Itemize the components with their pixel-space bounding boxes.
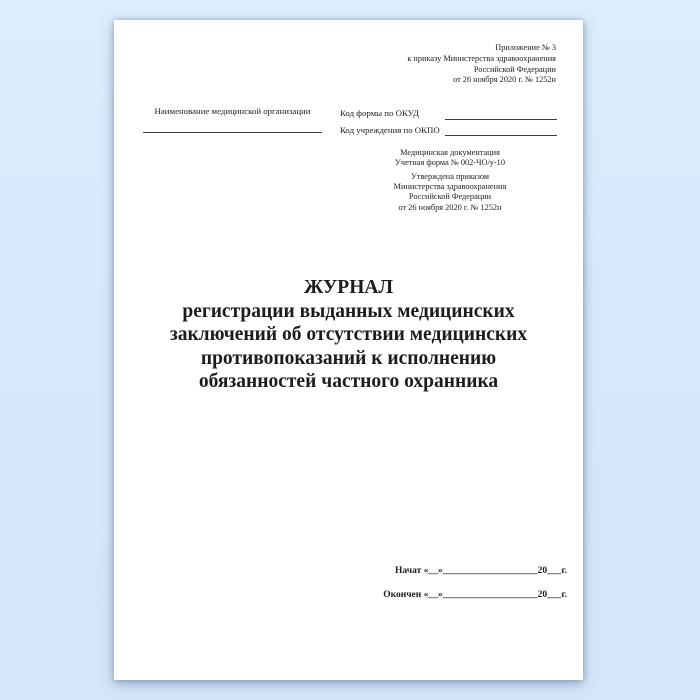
journal-dates <box>383 565 567 601</box>
document-page <box>114 20 583 680</box>
title-line: заключений об отсутствии медицинских <box>169 324 528 345</box>
org-name-label: Наименование медицинской организации <box>154 106 311 116</box>
form-number-block <box>350 148 550 168</box>
appendix-line: Приложение № 3 <box>495 43 556 52</box>
title-line: ЖУРНАЛ <box>303 277 393 298</box>
title-line: обязанностей частного охранника <box>198 371 499 392</box>
meddoc-line: Медицинская документация <box>400 148 500 157</box>
appendix-line: к приказу Министерства здравоохранения <box>407 53 556 63</box>
title-line: регистрации выданных медицинских <box>182 300 515 322</box>
okpo-code-label: Код учреждения по ОКПО <box>340 125 440 135</box>
approval-line: Утверждена приказом <box>410 171 490 181</box>
approval-line: Министерства здравоохранения <box>393 182 507 192</box>
medical-documentation-note <box>350 148 550 213</box>
org-name-input-line[interactable] <box>143 132 322 137</box>
approval-line: Российской Федерации <box>408 192 492 202</box>
appendix-note <box>407 43 556 86</box>
okpo-code-input-line[interactable] <box>445 135 557 140</box>
okud-code-label: Код формы по ОКУД <box>340 108 419 118</box>
approval-line: от 26 ноября 2020 г. № 1252н <box>398 202 502 212</box>
date-ended-line: Окончен «__»____________________20___г. <box>383 590 567 600</box>
meddoc-line: Учетная форма № 002-ЧО/у-10 <box>395 158 505 168</box>
date-started-line: Начат «__»____________________20___г. <box>394 566 567 576</box>
document-title <box>114 276 583 394</box>
approval-block <box>350 172 550 213</box>
title-line: противопоказаний к исполнению <box>200 347 497 369</box>
appendix-line: Российской Федерации <box>473 64 556 74</box>
okud-code-input-line[interactable] <box>445 119 557 124</box>
appendix-line: от 26 ноября 2020 г. № 1252н <box>453 75 556 85</box>
